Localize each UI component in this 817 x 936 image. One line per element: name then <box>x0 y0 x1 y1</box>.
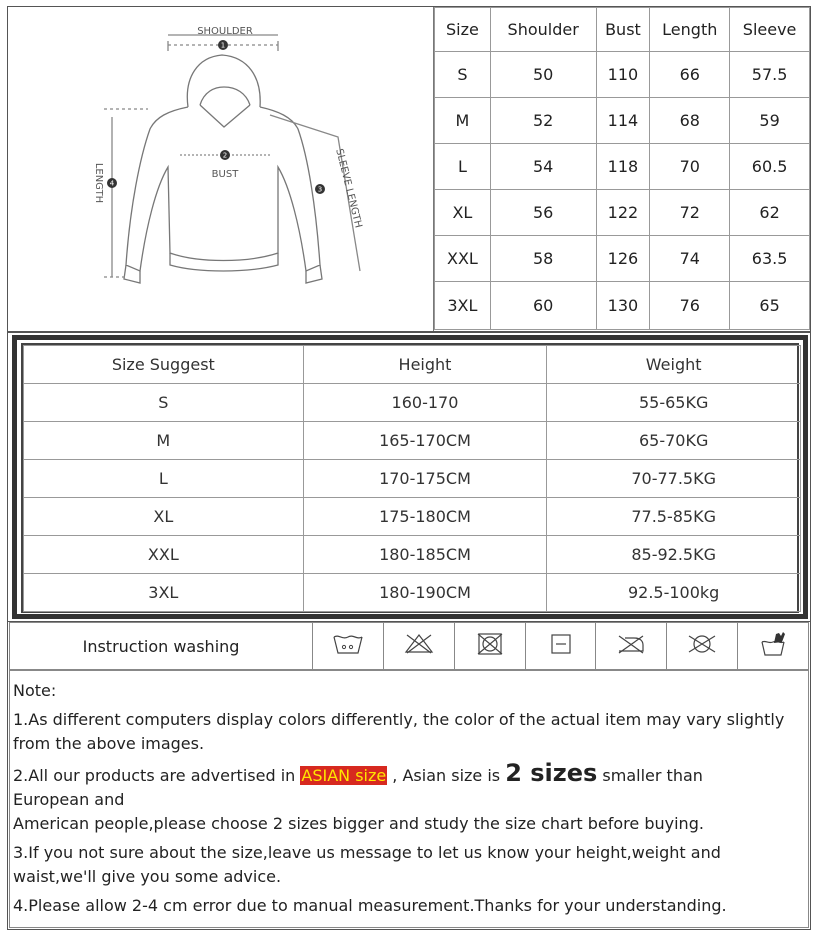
hoodie-illustration <box>8 7 434 331</box>
cell-bust: 126 <box>596 236 650 282</box>
cell-bust: 118 <box>596 144 650 190</box>
cell-size: L <box>24 460 304 498</box>
marker-length-num: 4 <box>109 179 115 188</box>
marker-shoulder-num: 1 <box>220 41 226 50</box>
washing-instructions <box>9 622 809 670</box>
note-4: 4.Please allow 2-4 cm error due to manual measurement.Thanks for your understanding. <box>13 896 727 915</box>
hood-outline <box>187 55 260 107</box>
note-2-text-c: smaller than <box>597 766 703 785</box>
table-row <box>24 574 801 612</box>
dry-flat-icon <box>525 623 596 670</box>
cell-length: 68 <box>650 98 730 144</box>
cell-bust: 122 <box>596 190 650 236</box>
size-suggest-frame <box>12 335 808 619</box>
cell-height: 180-190CM <box>303 574 547 612</box>
cell-bust: 130 <box>596 282 650 330</box>
note-2-line-3: American people,please choose 2 sizes bigger and study the size chart before buying. <box>13 814 704 833</box>
cell-height: 165-170CM <box>303 422 547 460</box>
header-bust: Bust <box>596 8 650 52</box>
note-2-line-2: European and <box>13 790 125 809</box>
note-2-text-a: 2.All our products are advertised in <box>13 766 301 785</box>
notes-section <box>9 670 809 928</box>
washing-label: Instruction washing <box>10 623 313 670</box>
cell-weight: 55-65KG <box>547 384 801 422</box>
no-tumble-dry-icon <box>454 623 525 670</box>
asian-size-highlight: ASIAN size <box>301 766 387 785</box>
cell-weight: 92.5-100kg <box>547 574 801 612</box>
header-size-suggest: Size Suggest <box>24 346 304 384</box>
sleeve-label: SLEEVE LENGTH <box>333 147 364 230</box>
cell-height: 180-185CM <box>303 536 547 574</box>
cell-shoulder: 52 <box>490 98 596 144</box>
cell-shoulder: 54 <box>490 144 596 190</box>
marker-sleeve-num: 3 <box>317 185 323 194</box>
cell-size: XL <box>24 498 304 536</box>
cell-sleeve: 59 <box>730 98 810 144</box>
cell-size: S <box>435 52 491 98</box>
table-row <box>435 98 810 144</box>
table-row <box>435 144 810 190</box>
cell-size: XXL <box>435 236 491 282</box>
no-dry-clean-icon <box>667 623 738 670</box>
cell-height: 160-170 <box>303 384 547 422</box>
shoulder-label: SHOULDER <box>197 26 253 37</box>
table-row <box>435 282 810 330</box>
bust-label: BUST <box>211 169 239 180</box>
table-row <box>24 384 801 422</box>
cell-length: 74 <box>650 236 730 282</box>
table-row <box>435 236 810 282</box>
note-2-text-b: , Asian size is <box>387 766 506 785</box>
table-row <box>24 498 801 536</box>
cell-shoulder: 58 <box>490 236 596 282</box>
cell-length: 70 <box>650 144 730 190</box>
note-1: 1.As different computers display colors differently, the color of the actual item may vary slightly from the above images. <box>13 710 785 753</box>
cell-length: 72 <box>650 190 730 236</box>
cell-shoulder: 50 <box>490 52 596 98</box>
cell-bust: 110 <box>596 52 650 98</box>
header-sleeve: Sleeve <box>730 8 810 52</box>
hoodie-diagram <box>8 7 434 331</box>
header-weight: Weight <box>547 346 801 384</box>
cell-sleeve: 65 <box>730 282 810 330</box>
cell-height: 175-180CM <box>303 498 547 536</box>
cell-sleeve: 63.5 <box>730 236 810 282</box>
cell-height: 170-175CM <box>303 460 547 498</box>
cell-shoulder: 56 <box>490 190 596 236</box>
table-row <box>435 190 810 236</box>
cell-size: XL <box>435 190 491 236</box>
marker-bust-num: 2 <box>222 151 228 160</box>
size-chart-section <box>7 6 811 332</box>
cell-sleeve: 62 <box>730 190 810 236</box>
header-size: Size <box>435 8 491 52</box>
note-3: 3.If you not sure about the size,leave us message to let us know your height,weight and waist,we'll give you some advice. <box>13 843 721 886</box>
cell-shoulder: 60 <box>490 282 596 330</box>
table-row <box>24 460 801 498</box>
cell-size: 3XL <box>435 282 491 330</box>
length-label: LENGTH <box>93 162 104 204</box>
cell-size: 3XL <box>24 574 304 612</box>
size-suggest-section <box>7 332 811 622</box>
two-sizes-emphasis: 2 sizes <box>505 759 598 787</box>
hood-inner <box>200 87 250 105</box>
note-2 <box>13 761 805 788</box>
size-suggest-inner <box>21 343 799 613</box>
cell-size: XXL <box>24 536 304 574</box>
header-length: Length <box>650 8 730 52</box>
wash-30-icon <box>313 623 384 670</box>
table-row <box>24 422 801 460</box>
body-outline <box>126 107 323 271</box>
table-row <box>435 52 810 98</box>
cell-length: 66 <box>650 52 730 98</box>
no-bleach-icon <box>383 623 454 670</box>
notes-title: Note: <box>13 681 57 700</box>
cell-weight: 77.5-85KG <box>547 498 801 536</box>
cell-size: M <box>435 98 491 144</box>
cell-size: M <box>24 422 304 460</box>
cell-size: L <box>435 144 491 190</box>
size-chart-header-row <box>435 8 810 52</box>
size-chart-table <box>434 7 810 330</box>
cell-sleeve: 57.5 <box>730 52 810 98</box>
cell-sleeve: 60.5 <box>730 144 810 190</box>
hem <box>170 253 278 271</box>
header-height: Height <box>303 346 547 384</box>
cell-weight: 85-92.5KG <box>547 536 801 574</box>
hand-wash-icon <box>738 623 809 670</box>
cell-weight: 70-77.5KG <box>547 460 801 498</box>
cell-length: 76 <box>650 282 730 330</box>
size-suggest-header-row <box>24 346 801 384</box>
cell-weight: 65-70KG <box>547 422 801 460</box>
hood-opening <box>200 105 250 127</box>
cell-bust: 114 <box>596 98 650 144</box>
size-suggest-table <box>23 345 801 612</box>
cell-size: S <box>24 384 304 422</box>
no-iron-icon <box>596 623 667 670</box>
table-row <box>24 536 801 574</box>
header-shoulder: Shoulder <box>490 8 596 52</box>
